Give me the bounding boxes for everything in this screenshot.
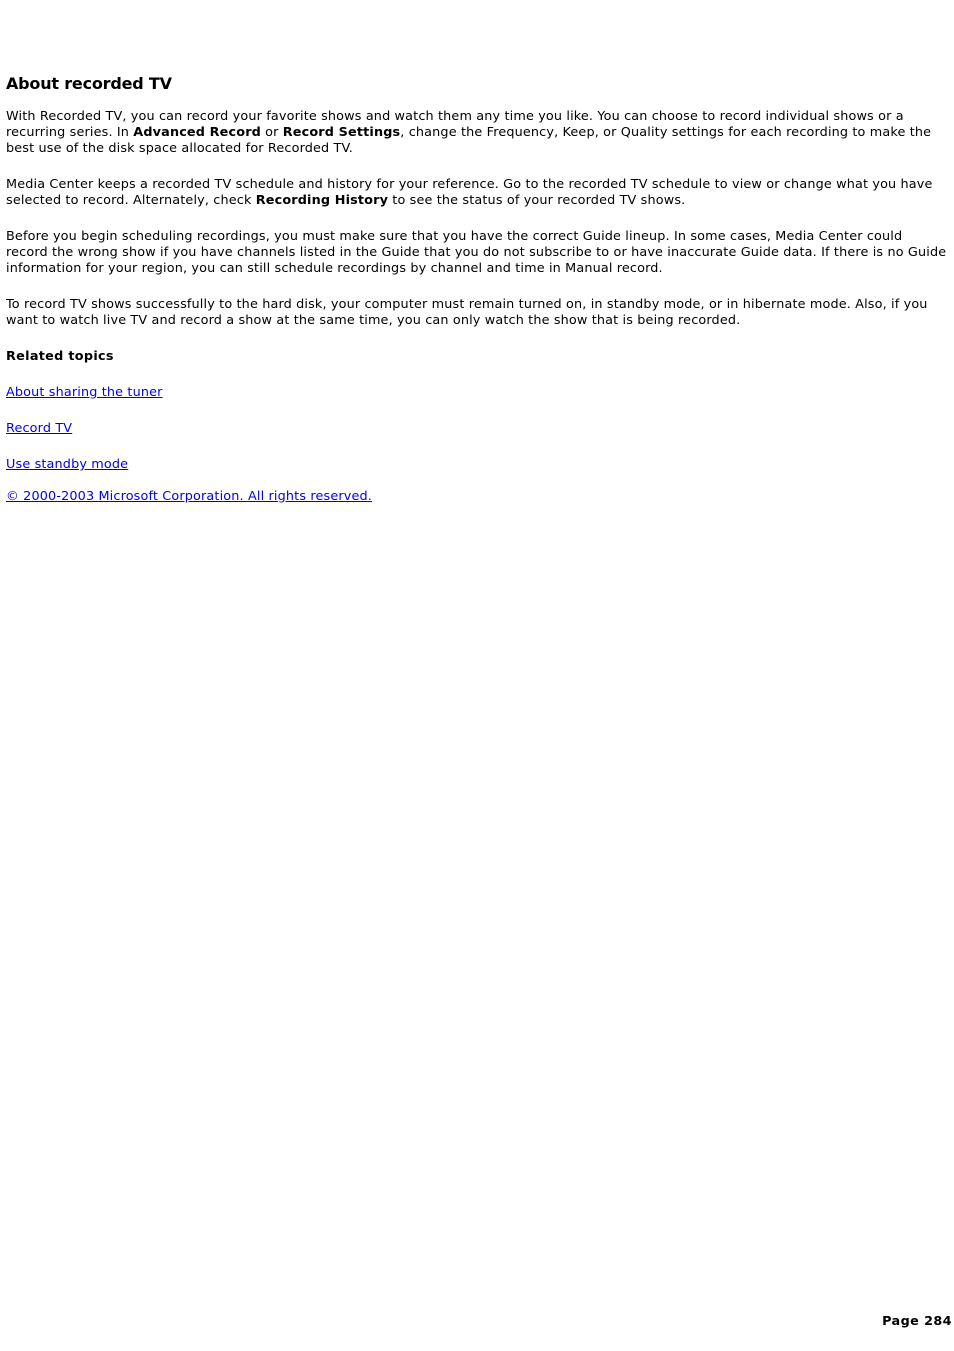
link-use-standby-mode[interactable]: Use standby mode: [6, 457, 129, 472]
document-body: [6, 74, 948, 525]
related-topics-heading: Related topics: [6, 349, 114, 364]
paragraph-intro: [6, 109, 948, 157]
paragraph-schedule: [6, 177, 948, 209]
copyright-link[interactable]: © 2000-2003 Microsoft Corporation. All rights reserved.: [6, 489, 372, 504]
paragraph-guide: Before you begin scheduling recordings, you must make sure that you have the correct Guide lineup. In some cases, Media Center could record the wrong show if you have channels listed in the Guide that you do not subscribe to or have inaccurate Guide data. If there is no Guide information for your region, you can still schedule recordings by channel and time in Manual record.: [6, 229, 947, 276]
link-record-tv[interactable]: Record TV: [6, 421, 73, 436]
paragraph-hard-disk: To record TV shows successfully to the hard disk, your computer must remain turned on, in standby mode, or in hibernate mode. Also, if you want to watch live TV and record a show at the same time, you can only watch the show that is being recorded.: [6, 297, 928, 328]
bold-term-advanced-record: Advanced Record: [133, 125, 261, 140]
page-title: About recorded TV: [6, 74, 172, 93]
paragraph-text: , change the Frequency, Keep, or Quality settings for each recording to make the best use of the disk space allocated for Recorded TV.: [6, 125, 932, 156]
paragraph-text: or: [260, 125, 283, 140]
paragraph-text: to see the status of your recorded TV shows.: [388, 193, 686, 208]
page-number: Page 284: [882, 1314, 952, 1329]
link-about-sharing-tuner[interactable]: About sharing the tuner: [6, 385, 163, 400]
bold-term-record-settings: Record Settings: [282, 125, 401, 140]
paragraph-text: With Recorded TV, you can record your favorite shows and watch them any time you like. You can choose to record individual shows or a recurring series. In: [6, 109, 904, 140]
paragraph-text: Media Center keeps a recorded TV schedule and history for your reference. Go to the recorded TV schedule to view or change what you have selected to record. Alternately, check: [6, 177, 933, 208]
bold-term-recording-history: Recording History: [255, 193, 389, 208]
